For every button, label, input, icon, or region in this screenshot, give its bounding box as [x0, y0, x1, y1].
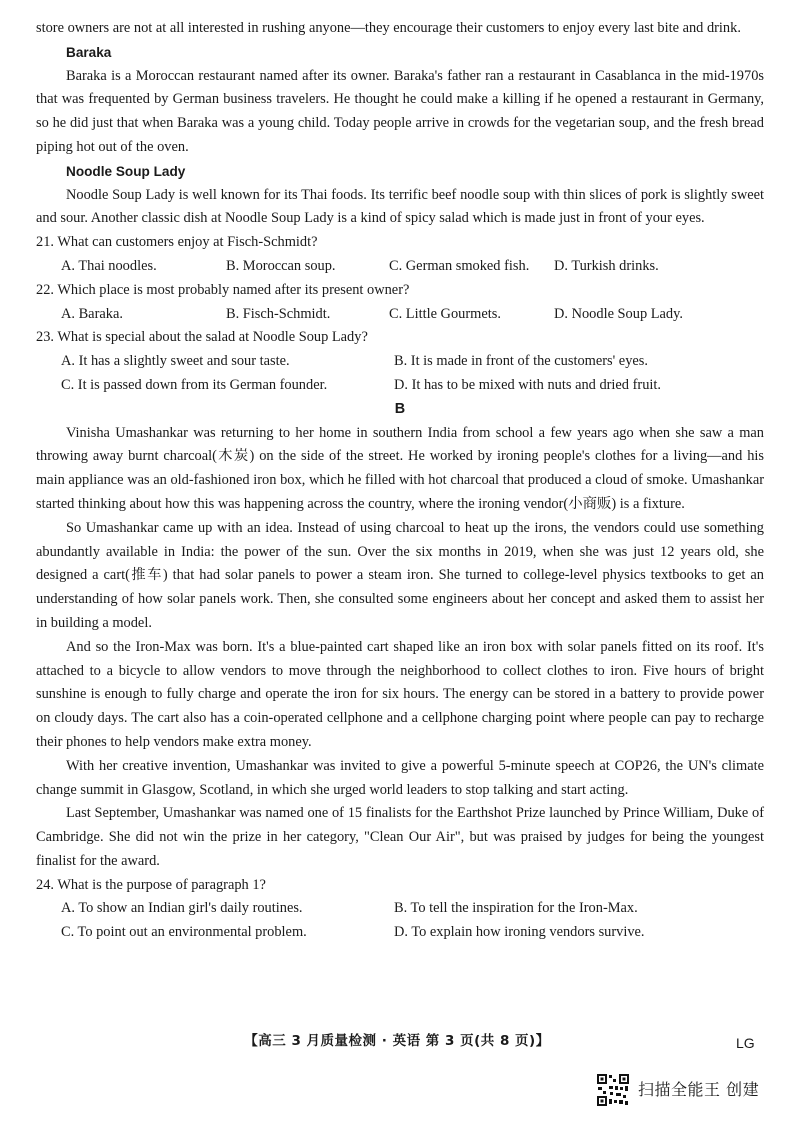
option-b: B. Fisch-Schmidt.	[226, 305, 331, 322]
option-a: A. Thai noodles.	[61, 257, 157, 274]
option-row	[36, 303, 764, 327]
question-stem: 23. What is special about the salad at Noodle Soup Lady?	[36, 329, 368, 346]
option-c: C. Little Gourmets.	[389, 305, 501, 322]
passage-paragraph-1: Vinisha Umashankar was returning to her home in southern India from school a few years ago when she saw a man throwing away burnt charcoal(木炭) on the side of the street. He worked by ironing people's clothes for a living—and his main appliance was an old-fashioned iron box, which he filled with hot charcoal that produced a cloud of smoke. Umashankar started thinking about how this was happening across the country, where the ironing vendor(小商贩) is a fixture.	[36, 424, 764, 512]
passage-paragraph-2: So Umashankar came up with an idea. Instead of using charcoal to heat up the irons, the vendors could use something abundantly available in India: the power of the sun. Over the six months in 2019, when she was just 12 years old, she designed a cart(推车) that had solar panels to power a steam iron. She turned to college-level physics textbooks to get an understanding of how solar panels work. Then, she consulted some engineers about her concept and asked them to assist her in building a model.	[36, 519, 764, 631]
option-c: C. To point out an environmental problem.	[61, 924, 307, 941]
passage-paragraph-3: And so the Iron-Max was born. It's a blue-painted cart shaped like an iron box with solar panels fitted on its roof. It's attached to a bicycle to allow vendors to move through the neighborhood to collect clothes to iron. Five hours of bright sunshine is enough to fully charge and operate the iron for six hours. The energy can be stored in a battery to provide power on cloudy days. The cart also has a coin-operated cellphone and a cellphone charging point where people can pay to recharge their phones to help vendors make extra money.	[36, 638, 764, 750]
question-22	[36, 279, 764, 327]
scanner-text: 扫描全能王 创建	[638, 1080, 760, 1100]
question-23	[36, 326, 764, 397]
section-letter: B	[394, 400, 406, 417]
restaurant-text-noodle-soup-lady: Noodle Soup Lady is well known for its Thai foods. Its terrific beef noodle soup with thin slices of pork is slightly sweet and sour. Another classic dish at Noodle Soup Lady is a kind of spicy salad which is made just in front of your eyes.	[36, 186, 764, 227]
question-21	[36, 231, 764, 279]
option-c: C. It is passed down from its German founder.	[61, 376, 328, 393]
intro-tail: store owners are not at all interested in rushing anyone—they encourage their customers to enjoy every last bite and drink.	[36, 20, 741, 36]
option-c: C. German smoked fish.	[389, 257, 530, 274]
footer-code: LG	[736, 1035, 755, 1051]
option-row	[36, 897, 764, 921]
passage-paragraph-4: With her creative invention, Umashankar was invited to give a powerful 5-minute speech at COP26, the UN's climate change summit in Glasgow, Scotland, in which she urged world leaders to stop talking and start acting.	[36, 757, 764, 798]
passage-paragraph-5: Last September, Umashankar was named one of 15 finalists for the Earthshot Prize launched by Prince William, Duke of Cambridge. She did not win the prize in her category, "Clean Our Air", but was praised by judges for being the youngest finalist for the award.	[36, 805, 764, 869]
option-a: A. It has a slightly sweet and sour taste.	[61, 353, 290, 370]
page-footer: 【高三 3 月质量检测 · 英语 第 3 页(共 8 页)】	[244, 1033, 550, 1049]
option-b: B. It is made in front of the customers' eyes.	[394, 353, 648, 370]
option-a: A. Baraka.	[61, 305, 123, 322]
option-row	[36, 921, 764, 945]
question-stem: 22. Which place is most probably named after its present owner?	[36, 281, 410, 298]
question-24	[36, 874, 764, 945]
option-row	[36, 374, 764, 398]
option-row	[36, 350, 764, 374]
qr-code-icon	[596, 1073, 630, 1107]
option-b: B. To tell the inspiration for the Iron-Max.	[394, 900, 638, 917]
restaurant-text-baraka: Baraka is a Moroccan restaurant named after its owner. Baraka's father ran a restaurant in Casablanca in the mid-1970s that was frequented by German business travelers. He thought he could make a killing if he opened a restaurant in Germany, so he did just that when Baraka was a young child. Today people arrive in crowds for the vegetarian soup, and the fresh bread piping hot out of the oven.	[36, 67, 764, 155]
option-d: D. It has to be mixed with nuts and dried fruit.	[394, 376, 661, 393]
option-d: D. To explain how ironing vendors survive.	[394, 924, 645, 941]
option-row	[36, 255, 764, 279]
option-b: B. Moroccan soup.	[226, 257, 336, 274]
exam-page	[36, 17, 764, 945]
scanner-watermark	[596, 1073, 759, 1107]
option-d: D. Turkish drinks.	[554, 257, 659, 274]
restaurant-heading-noodle-soup-lady: Noodle Soup Lady	[66, 163, 186, 179]
restaurant-heading-baraka: Baraka	[66, 44, 112, 60]
question-stem: 24. What is the purpose of paragraph 1?	[36, 876, 266, 893]
option-d: D. Noodle Soup Lady.	[554, 305, 683, 322]
question-stem: 21. What can customers enjoy at Fisch-Schmidt?	[36, 234, 318, 251]
option-a: A. To show an Indian girl's daily routines.	[61, 900, 303, 917]
